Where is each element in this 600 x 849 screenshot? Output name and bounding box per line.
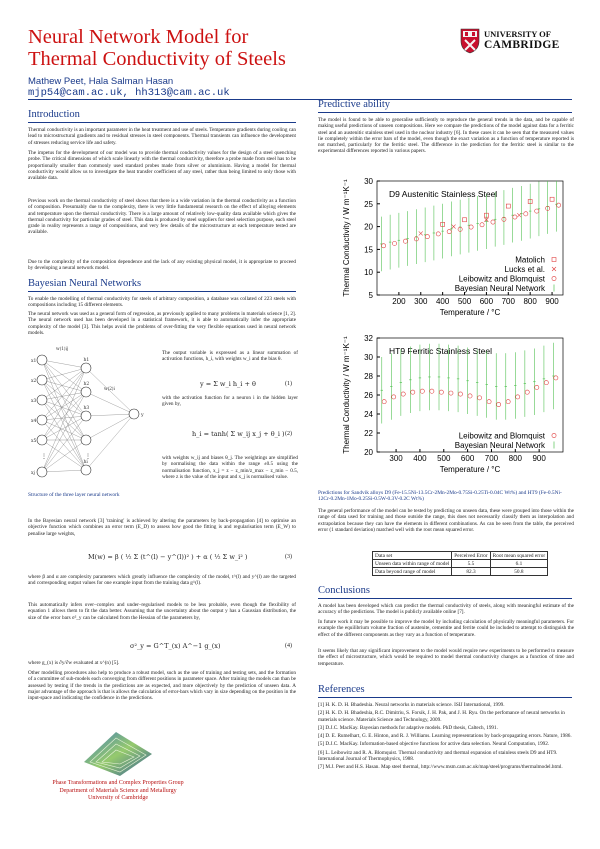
network-edge (42, 470, 86, 472)
table-cell: Data beyond range of model (373, 568, 452, 576)
weight-label: w(2)i (104, 386, 115, 391)
predictive-paragraph-1: The model is found to be able to generalise sufficiently to reproduce the general trends in the data, and be capable of making useful predictions of unseen compositions. Here we compare the predictions of the model against data for a ferritic steel and an austenitic stainless steel used in the nuclear industry [6]. In these cases it can be seen that the measured values lie completely within the error bars of the model, even though the exact variation as a function of temperature reported is not matched, particularly for the ferritic steel. The difference in the prediction for the ferritic steel is similar to the experimental differences reported in various papers. (318, 117, 574, 155)
results-table (372, 551, 548, 576)
bnn-side-text-2: with the activation function for a neuron i in the hidden layer given by, (162, 395, 298, 408)
bnn-paragraph-5: This automatically infers over–complex and under–regularised models to be less probable, even though the flexibility of equation 1 allows them to fit the data better. Assuming that the uncertainty about the output y has a Gaussian distribution, the size of the error bars σ²_y can be calculated from the Hessian of the parameters by, (28, 602, 296, 621)
y-tick-label: 24 (364, 410, 373, 419)
bnn-paragraph-3: In the Bayesian neural network [3] 'training' is achieved by altering the parameters by back-propagation [4] to optimise an objective function which combines an error term (E_D) to assess how good the fitting is and regularisation term (E_W) to penalise large weights, (28, 518, 296, 537)
legend-label: Leibowitz and Blomquist (458, 431, 545, 441)
y-tick-label: 22 (364, 429, 373, 438)
predictive-paragraph-2: The general performance of the model can be tested by predicting on unseen data, these were grouped into those within the range of data used for training and those outside the range, this does not necessarily classify them as interpolation and extrapolation because they can have the elements in different combinations. As can be seen from the table, the perceived error (1 standard deviation) matched well with the root mean squared error. (318, 508, 574, 533)
input-node (37, 435, 47, 445)
y-tick-label: 20 (364, 448, 373, 457)
x-tick-label: 300 (389, 454, 403, 463)
x-tick-label: 500 (457, 297, 472, 306)
chart-ht9 (333, 332, 573, 484)
hidden-node (81, 363, 91, 373)
reference-item: [7] M.J. Peet and H.S. Hasan. Map steel thermal, http://www.msm.cam.ac.uk/map/steel/programs/thermalmodel.html. (318, 764, 563, 771)
bnn-paragraph-2: The neural network was used as a general form of regression, as previously applied to many problems in materials science [1, 2]. The neural network used has been developed in a statistical framework, it is able to automatically infer the appropriate complexity of the model [3]. This helps avoid the problems of over-fitting the very flexible equations used in neural network models. (28, 311, 296, 336)
network-diagram-caption: Structure of the three layer neural network (28, 492, 120, 498)
chart-title: HT9 Ferritic Stainless Steel (389, 346, 492, 356)
chart-d9 (333, 175, 573, 327)
network-edge (86, 414, 134, 416)
equation-4-number: (4) (285, 643, 292, 649)
bnn-side-text-3: with weights w_ij and biases θ_j. The weightings are simplified by normalising the data within the range ±0.5 using the normalisation function, x_j = z − z_min/z_max − z_min − 0.5, where z is the value of the input and x_j is normalised value. (162, 455, 298, 480)
y-tick-label: 5 (368, 291, 373, 300)
logo-line-1: UNIVERSITY OF (484, 29, 551, 39)
intro-paragraph-1: Thermal conductivity is an important parameter in the heat treatment and use of steels. Temperature gradients during cooling can lead to microstructural gradients and to residual stresses in steel components. Thermal transients can influence the development of stresses reducing service life and safety. (28, 127, 296, 146)
footer-line-3: University of Cambridge (88, 795, 148, 802)
intro-paragraph-2: The impetus for the development of our model was to provide thermal conductivity values for the design of a steel quenching probe. The critical dimensions of which scale linearly with the thermal conductivity, therefore a probe made from steel has to be proportionally smaller than commonly used standard probes made from silver or aluminium. Having a model for thermal conductivity would allow us to investigate the heat transfer coefficient of any steel, rather than being limited to only those with available data. (28, 150, 296, 182)
equation-4: σ²_y = G^T_(x) A^−1 g_(x) (130, 642, 221, 650)
hidden-node-label: h3 (83, 406, 90, 411)
hidden-node-label: h2 (83, 382, 90, 387)
x-tick-label: 700 (501, 297, 515, 306)
ellipsis-mark: ⋮ (85, 454, 91, 460)
references-rule (318, 697, 572, 698)
network-edge (42, 420, 86, 440)
x-tick-label: 900 (532, 454, 546, 463)
input-node (37, 467, 47, 477)
input-node (37, 355, 47, 365)
y-tick-label: 26 (364, 391, 373, 400)
conclusions-heading: Conclusions (318, 585, 370, 596)
table-row (373, 560, 548, 568)
intro-paragraph-4: Due to the complexity of the composition dependence and the lack of any existing physical model, it is appropriate to proceed by developing a neural network model. (28, 259, 296, 272)
network-edge (83, 368, 134, 414)
table-cell: 50.8 (490, 568, 548, 576)
reference-item: [4] D. E. Rumelhart, G. E. Hinton, and R. J. Williams. Learning representations by back-propagating errors. Nature, 1986. (318, 733, 572, 740)
x-axis-label: Temperature / °C (439, 465, 501, 474)
hidden-node (81, 411, 91, 421)
intro-rule (28, 122, 296, 123)
input-node (37, 395, 47, 405)
table-header-cell: Perceived Error (452, 552, 490, 560)
y-tick-label: 32 (364, 334, 373, 343)
hidden-node-label: h1 (83, 358, 90, 363)
y-tick-label: 30 (364, 177, 373, 186)
intro-heading: Introduction (28, 109, 80, 120)
legend-label: Bayesian Neural Network (454, 284, 545, 293)
input-node-label: x3 (31, 399, 37, 404)
legend-label: Matolich (515, 255, 545, 265)
weight-label: w(1)ij (56, 346, 69, 351)
input-node-label: x2 (31, 379, 37, 384)
reference-item: [6] L. Leibowitz and R. A. Blomquist. Thermal conductivity and thermal expansion of stainless steels D9 and HT9. International Journal of Thermophysics, 1988. (318, 749, 558, 763)
figure-caption: Predictions for Sandvik alloys D9 (Fe-15.5Ni-13.5Cr-2Mn-2Mo-0.75Si-0.25Ti-0.04C Wt%) and HT9 (Fe-0.5Ni-12Cr-0.2Mn-1Mo-0.25Si-0.5W-0.3V-0.2C Wt%) (318, 490, 562, 503)
x-tick-label: 500 (437, 454, 451, 463)
x-tick-label: 200 (392, 297, 406, 306)
author-emails: mjp54@cam.ac.uk, hh313@cam.ac.uk (28, 87, 230, 99)
title-line-1: Neural Network Model for (28, 26, 249, 48)
neural-network-diagram (28, 340, 150, 488)
y-tick-label: 30 (364, 353, 373, 362)
x-tick-label: 300 (414, 297, 428, 306)
conclusions-rule (318, 598, 572, 599)
equation-2-number: (2) (285, 431, 292, 437)
network-edge (83, 392, 134, 414)
hidden-node (81, 387, 91, 397)
crest-icon (460, 28, 480, 54)
bnn-paragraph-6: where g_(x) is ∂y/∂w evaluated at x^(n) [5]. (28, 660, 120, 666)
network-edge (42, 416, 86, 472)
reference-list (318, 702, 574, 771)
x-tick-label: 600 (479, 297, 494, 306)
university-logo (460, 26, 585, 60)
intro-paragraph-3: Previous work on the thermal conductivity of steel shows that there is a wide variation in the thermal conductivity as a function of composition. Presumably due to the complexity, there is very little fundamental research on the effect of alloying elements and temperature upon the thermal conductivity. There is a large amount of relatively low-quality data available which gives the thermal conductivity for particular grades of steel. This data is produced by steel suppliers for steel selection purpose, each steel grade in reality represents a range of compositions, and very few details of the microstructure at each temperature tested are available. (28, 198, 296, 236)
bnn-rule (28, 291, 296, 292)
output-node-label: y (141, 413, 144, 418)
input-node (37, 375, 47, 385)
y-tick-label: 15 (364, 245, 373, 255)
bnn-paragraph-4: where β and α are complexity parameters which greatly influence the complexity of the model, t^(l) and y^(l) are the targeted and corresponding output values for one example input from the training data g^(l). (28, 574, 296, 587)
input-node-label: x5 (31, 439, 37, 444)
x-tick-label: 600 (460, 454, 475, 463)
x-tick-label: 900 (545, 297, 559, 306)
table-row (373, 568, 548, 576)
y-tick-label: 10 (364, 268, 373, 278)
references-heading: References (318, 684, 365, 695)
table-cell: Unseen data within range of model (373, 560, 452, 568)
bnn-heading: Bayesian Neural Networks (28, 278, 142, 289)
equation-3: M(w) = β ( ½ Σ (t^(l) − y^(l))² ) + α ( ½ Σ w_i² ) (88, 553, 248, 561)
legend-label: Lucks et al. (504, 265, 545, 274)
equation-1-number: (1) (285, 381, 292, 387)
footer-line-1: Phase Transformations and Complex Properties Group (52, 780, 184, 786)
x-tick-label: 400 (413, 454, 427, 463)
table-cell: 5.5 (452, 560, 490, 568)
hidden-node-label: hi (83, 460, 88, 465)
reference-item: [3] D.J.C. MacKay. Bayesian methods for adaptive models. PhD thesis, Caltech, 1991. (318, 724, 498, 731)
network-edge (42, 360, 86, 416)
reference-item: [1] H. K. D. H. Bhadeshia. Neural networks in materials science. ISIJ International, 1999. (318, 702, 505, 708)
network-edge (42, 380, 86, 392)
group-footer (28, 780, 208, 803)
hidden-node (81, 435, 91, 445)
x-tick-label: 700 (484, 454, 499, 463)
group-logo-graphic (80, 726, 156, 780)
table-cell: 82.3 (452, 568, 490, 576)
network-edge (42, 360, 86, 470)
y-tick-label: 20 (364, 222, 373, 232)
hidden-node (81, 465, 91, 475)
authors: Mathew Peet, Hala Salman Hasan (28, 76, 174, 87)
predictive-heading: Predictive ability (318, 99, 391, 110)
conclusions-paragraph-3: It seems likely that any significant improvement to the model would require new experiments to be performed to measure the effect of microstructure, which would be required to model thermal conductivity changes as a function of time and temperature. (318, 648, 574, 667)
conclusions-paragraph-2: In future work it may be possible to improve the model by including calculation of physically meaningful parameters. For example the equilibrium volume fraction of austenite, cementite and ferrite could be included to attempt to distinguish the effect of the different components as they vary as a function of temperature. (318, 619, 574, 638)
y-tick-label: 28 (364, 372, 373, 381)
y-tick-label: 25 (364, 199, 373, 209)
y-axis-label: Thermal Conductivity / W m⁻¹K⁻¹ (342, 336, 351, 454)
network-edge (42, 400, 86, 416)
input-node-label: xj (31, 471, 35, 476)
bnn-paragraph-1: To enable the modelling of thermal conductivity for steels of arbitrary composition, a database was collated of 223 steels with compositions including 15 different elements. (28, 296, 296, 309)
network-edge (42, 440, 86, 470)
x-tick-label: 800 (523, 297, 537, 306)
page-title (28, 26, 408, 70)
x-tick-label: 400 (435, 297, 450, 306)
table-cell: 6.1 (490, 560, 548, 568)
table-header-cell: Root mean squared error (490, 552, 548, 560)
output-node (129, 409, 139, 419)
header-rule (28, 99, 572, 100)
network-edge (86, 414, 134, 440)
x-axis-label: Temperature / °C (439, 308, 501, 317)
equation-3-number: (3) (285, 554, 292, 560)
network-edge (42, 416, 86, 420)
table-header-cell: Data set (373, 552, 452, 560)
legend-label: Bayesian Neural Network (454, 441, 545, 450)
logo-line-2: CAMBRIDGE (484, 39, 560, 51)
table-header-row (373, 552, 548, 560)
input-node-label: x4 (31, 419, 37, 424)
predictive-rule (318, 112, 572, 113)
bnn-paragraph-7: Other modelling procedures also help to produce a robust model, such as the use of training and testing sets, and the formation of a committee of sub-models each converging from different positions in parameter space. After training the models can than be assessed by testing if the trends in the predictions are as expected, and more objectively by the prediction of unseen data. A major advantage of the approach is that is allows the calculation of error-bars which vary in size depending on the position in the input-space and indicating the confidence in the predictions. (28, 670, 296, 702)
legend-label: Leibowitz and Blomquist (458, 274, 545, 284)
conclusions-paragraph-1: A model has been developed which can predict the thermal conductivity of steels, along with meaningful estimate of the accuracy of the predictions. The model is publicly available online [7]. (318, 603, 574, 616)
bnn-side-text-1: The output variable is expressed as a linear summation of activation functions, h_i, with weights w_i and the bias θ. (162, 350, 298, 363)
input-node (37, 415, 47, 425)
network-edge (83, 414, 134, 470)
network-edge (42, 380, 86, 440)
equation-2: h_i = tanh( Σ w_ij x_j + θ_i ) (192, 430, 285, 438)
reference-item: [2] H. K. D. H. Bhadeshia, R.C. Dimitriu, S. Forsik, J. H. Pak, and J. H. Ryu. On the perfomance of neural networks in materials science. Materials Science and Technology, 2009. (318, 710, 565, 723)
footer-line-2: Department of Materials Science and Metallurgy (59, 787, 177, 794)
network-edge (42, 360, 86, 368)
ellipsis-mark: ⋮ (41, 454, 47, 460)
reference-item: [5] D.J.C. MacKay. Information-based objective functions for active data selection. Neural Computation, 1992. (318, 741, 550, 748)
title-line-2: Thermal Conductivity of Steels (28, 48, 286, 70)
equation-1: y = Σ w_i h_i + θ (200, 380, 256, 388)
network-edge (42, 368, 86, 380)
x-tick-label: 800 (508, 454, 522, 463)
y-axis-label: Thermal Conductivity / W m⁻¹K⁻¹ (342, 179, 351, 297)
chart-title: D9 Austenitic Stainless Steel (389, 189, 498, 199)
input-node-label: x1 (31, 359, 37, 364)
